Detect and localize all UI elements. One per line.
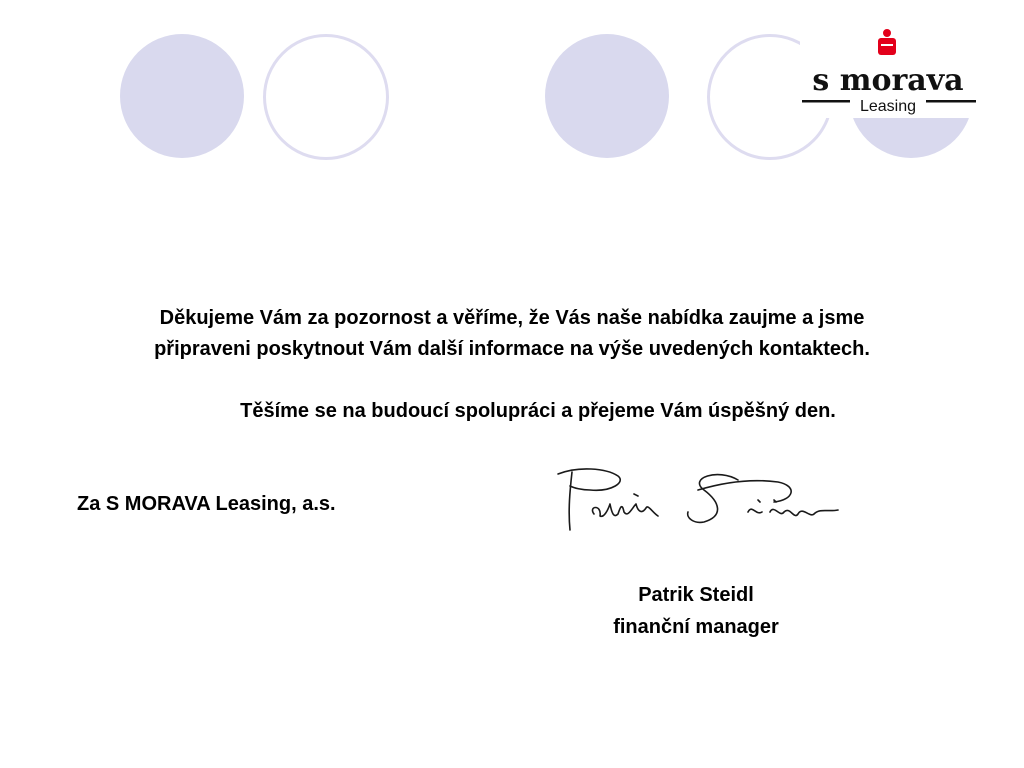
greeting-line: Těšíme se na budoucí spolupráci a přejeme Vám úspěšný den. [240, 400, 836, 422]
signatory-title: finanční manager [613, 616, 779, 638]
decor-circle-filled [545, 34, 669, 158]
company-signoff: Za S MORAVA Leasing, a.s. [77, 493, 336, 515]
svg-text:Leasing: Leasing [859, 98, 917, 115]
s-morava-logo-icon [800, 26, 978, 118]
signatory-name: Patrik Steidl [638, 584, 754, 606]
closing-line-1: Děkujeme Vám za pozornost a věříme, že Vás naše nabídka zaujme a jsme [159, 307, 865, 329]
closing-line-2: připraveni poskytnout Vám další informace na výše uvedených kontaktech. [154, 338, 870, 360]
decor-circle-filled [120, 34, 244, 158]
company-logo [800, 26, 978, 118]
handwritten-signature [548, 460, 844, 540]
signature-icon [548, 460, 844, 540]
decor-circle-outline [263, 34, 389, 160]
closing-paragraph [0, 303, 1024, 365]
svg-text:s morava: s morava [812, 63, 964, 98]
